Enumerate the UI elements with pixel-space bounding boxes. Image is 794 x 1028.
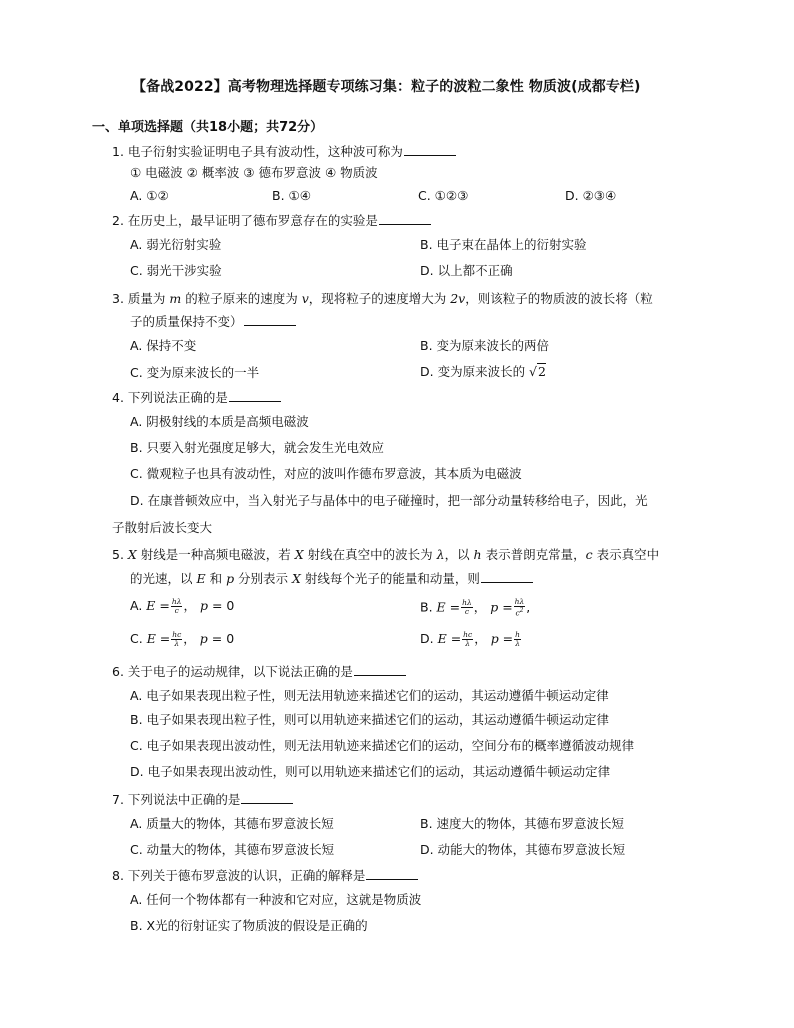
question-1-items: ① 电磁波 ② 概率波 ③ 德布罗意波 ④ 物质波 bbox=[130, 165, 378, 180]
question-7-option-c: C. 动量大的物体，其德布罗意波长短 bbox=[130, 842, 335, 857]
question-4-stem: 4. 下列说法正确的是 bbox=[112, 390, 281, 406]
question-7-option-b: B. 速度大的物体，其德布罗意波长短 bbox=[420, 816, 625, 831]
question-7-option-d: D. 动能大的物体，其德布罗意波长短 bbox=[420, 842, 626, 857]
question-6-option-b: B. 电子如果表现出粒子性，则可以用轨迹来描述它们的运动，其运动遵循牛顿运动定律 bbox=[130, 712, 610, 727]
answer-blank bbox=[366, 868, 418, 880]
question-3-option-c: C. 变为原来波长的一半 bbox=[130, 365, 260, 380]
answer-blank bbox=[229, 390, 281, 402]
question-6-option-c: C. 电子如果表现出波动性，则无法用轨迹来描述它们的运动，空间分布的概率遵循波动规律 bbox=[130, 738, 635, 753]
question-1-option-d: D. ②③④ bbox=[565, 188, 617, 203]
page-title: 【备战2022】高考物理选择题专项练习集：粒子的波粒二象性 物质波(成都专栏) bbox=[132, 79, 641, 95]
question-8-option-b: B. X光的衍射证实了物质波的假设是正确的 bbox=[130, 918, 368, 933]
answer-blank bbox=[481, 571, 533, 583]
question-6-option-d: D. 电子如果表现出波动性，则可以用轨迹来描述它们的运动，其运动遵循牛顿运动定律 bbox=[130, 764, 611, 779]
answer-blank bbox=[379, 213, 431, 225]
question-2-option-d: D. 以上都不正确 bbox=[420, 263, 513, 278]
question-4-option-a: A. 阴极射线的本质是高频电磁波 bbox=[130, 414, 309, 429]
answer-blank bbox=[354, 664, 406, 676]
answer-blank bbox=[241, 792, 293, 804]
question-3-option-a: A. 保持不变 bbox=[130, 338, 197, 353]
answer-blank bbox=[404, 144, 456, 156]
question-6-option-a: A. 电子如果表现出粒子性，则无法用轨迹来描述它们的运动，其运动遵循牛顿运动定律 bbox=[130, 688, 609, 703]
question-3-stem-line2: 子的质量保持不变） bbox=[130, 314, 296, 330]
question-7-stem: 7. 下列说法中正确的是 bbox=[112, 792, 293, 808]
sqrt-symbol: √2 bbox=[529, 364, 546, 379]
question-5-option-a: A. E = $\frac{h\lambda}{c}$ ， p = 0 bbox=[130, 597, 235, 615]
question-6-stem: 6. 关于电子的运动规律，以下说法正确的是 bbox=[112, 664, 406, 680]
question-5-stem: 5. X 射线是一种高频电磁波，若 X 射线在真空中的波长为 λ，以 h 表示普朗克常量，c 表示真空中 bbox=[112, 547, 660, 562]
question-5-option-b: B. E = $\frac{h\lambda}{c}$ ， p = $\frac{h\lambda}{c^2}$ , bbox=[420, 597, 531, 618]
question-1-option-b: B. ①④ bbox=[272, 188, 311, 203]
question-3-option-b: B. 变为原来波长的两倍 bbox=[420, 338, 550, 353]
question-4-option-d-line2: 子散射后波长变大 bbox=[112, 520, 213, 535]
question-2-option-a: A. 弱光衍射实验 bbox=[130, 237, 222, 252]
question-1-option-c: C. ①②③ bbox=[418, 188, 469, 203]
question-2-option-b: B. 电子束在晶体上的衍射实验 bbox=[420, 237, 587, 252]
question-4-option-b: B. 只要入射光强度足够大，就会发生光电效应 bbox=[130, 440, 385, 455]
question-5-stem-line2: 的光速，以 E 和 p 分别表示 X 射线每个光子的能量和动量，则 bbox=[130, 571, 533, 587]
question-3-stem: 3. 质量为 m 的粒子原来的速度为 v，现将粒子的速度增大为 2v，则该粒子的物质波的波长将（粒 bbox=[112, 291, 653, 306]
answer-blank bbox=[244, 314, 296, 326]
question-8-stem: 8. 下列关于德布罗意波的认识，正确的解释是 bbox=[112, 868, 418, 884]
question-2-option-c: C. 弱光干涉实验 bbox=[130, 263, 222, 278]
question-4-option-c: C. 微观粒子也具有波动性，对应的波叫作德布罗意波，其本质为电磁波 bbox=[130, 466, 522, 481]
question-8-option-a: A. 任何一个物体都有一种波和它对应，这就是物质波 bbox=[130, 892, 422, 907]
question-3-option-d: D. 变为原来波长的 √2 bbox=[420, 364, 546, 379]
question-1-stem: 1. 电子衍射实验证明电子具有波动性，这种波可称为 bbox=[112, 144, 456, 160]
section-heading: 一、单项选择题（共18小题；共72分） bbox=[92, 120, 324, 135]
question-5-option-c: C. E = $\frac{hc}{\lambda}$ ， p = 0 bbox=[130, 630, 235, 648]
question-1-option-a: A. ①② bbox=[130, 188, 169, 203]
question-7-option-a: A. 质量大的物体，其德布罗意波长短 bbox=[130, 816, 334, 831]
question-5-option-d: D. E = $\frac{hc}{\lambda}$ ， p = $\frac{h}{\lambda}$ bbox=[420, 630, 520, 648]
question-2-stem: 2. 在历史上，最早证明了德布罗意存在的实验是 bbox=[112, 213, 431, 229]
question-4-option-d: D. 在康普顿效应中，当入射光子与晶体中的电子碰撞时，把一部分动量转移给电子，因此，光 bbox=[130, 493, 648, 508]
